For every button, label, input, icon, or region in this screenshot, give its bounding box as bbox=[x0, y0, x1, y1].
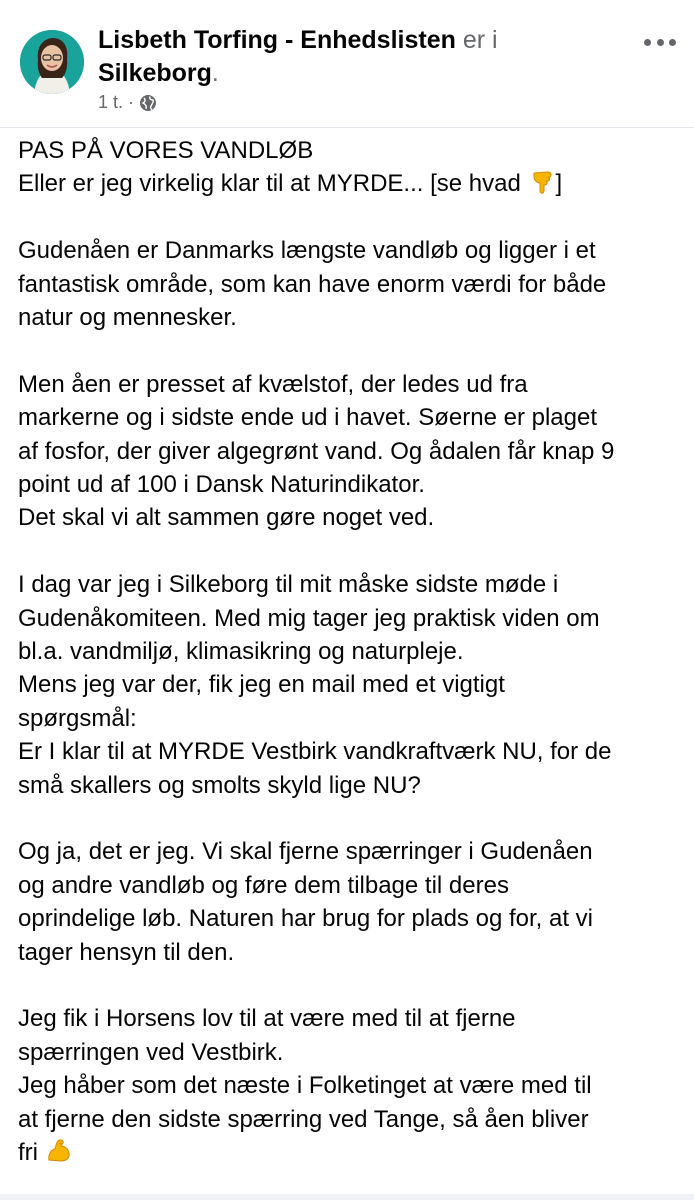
avatar-portrait-icon bbox=[20, 30, 84, 94]
text-line: fantastisk område, som kan have enorm værdi for både bbox=[18, 270, 607, 298]
text-line bbox=[18, 167, 686, 200]
text-line: spærringen ved Vestbirk. bbox=[18, 1038, 284, 1066]
paragraph-6 bbox=[18, 1002, 686, 1169]
text-line: point ud af 100 i Dansk Naturindikator. bbox=[18, 471, 425, 499]
text-fragment: Eller er jeg virkelig klar til at MYRDE... [se hvad bbox=[18, 170, 528, 198]
text-line: Gudenåen er Danmarks længste vandløb og ligger i et bbox=[18, 237, 596, 265]
text-line: tager hensyn til den. bbox=[18, 938, 235, 966]
location-period: . bbox=[211, 59, 219, 87]
text-line: markerne og i sidste ende ud i havet. Søerne er plaget bbox=[18, 404, 597, 432]
location-name[interactable]: Silkeborg bbox=[98, 59, 212, 87]
author-block bbox=[98, 24, 618, 90]
text-line: Men åen er presset af kvælstof, der ledes ud fra bbox=[18, 370, 528, 398]
paragraph-4 bbox=[18, 568, 686, 802]
pointing-down-emoji bbox=[528, 167, 556, 195]
author-line bbox=[98, 24, 618, 90]
text-line: og andre vandløb og føre dem tilbage til deres bbox=[18, 871, 509, 899]
post-time[interactable]: 1 t. bbox=[98, 92, 124, 112]
post-header bbox=[0, 0, 694, 128]
text-line: Og ja, det er jeg. Vi skal fjerne spærringer i Gudenåen bbox=[18, 838, 593, 866]
text-line bbox=[18, 1136, 686, 1169]
paragraph-3 bbox=[18, 368, 686, 535]
text-line: Mens jeg var der, fik jeg en mail med et vigtigt bbox=[18, 671, 505, 699]
paragraph-5 bbox=[18, 835, 686, 969]
location-connector: er i bbox=[462, 26, 498, 54]
text-line: PAS PÅ VORES VANDLØB bbox=[18, 137, 314, 164]
text-line: bl.a. vandmiljø, klimasikring og naturpleje. bbox=[18, 638, 464, 666]
text-line: I dag var jeg i Silkeborg til mit måske sidste møde i bbox=[18, 571, 559, 599]
text-line: af fosfor, der giver algegrønt vand. Og ådalen får knap 9 bbox=[18, 437, 615, 465]
author-name[interactable]: Lisbeth Torfing - Enhedslisten bbox=[98, 26, 456, 54]
avatar[interactable] bbox=[20, 30, 84, 94]
post-text bbox=[18, 134, 686, 1200]
text-fragment: fri bbox=[18, 1139, 45, 1167]
paragraph-2 bbox=[18, 234, 686, 334]
flexed-biceps-emoji bbox=[45, 1136, 73, 1164]
text-line: Jeg fik i Horsens lov til at være med til at fjerne bbox=[18, 1005, 516, 1033]
text-line: Det skal vi alt sammen gøre noget ved. bbox=[18, 504, 435, 532]
text-line: oprindelige løb. Naturen har brug for plads og for, at vi bbox=[18, 905, 593, 933]
text-line: Jeg håber som det næste i Folketinget at være med til bbox=[18, 1072, 592, 1100]
more-horizontal-icon[interactable] bbox=[644, 34, 676, 50]
post-bottom-divider bbox=[0, 1194, 694, 1200]
meta-separator: · bbox=[128, 92, 135, 112]
text-line: spørgsmål: bbox=[18, 704, 137, 732]
text-line: natur og mennesker. bbox=[18, 304, 237, 332]
paragraph-1 bbox=[18, 134, 686, 201]
text-fragment: ] bbox=[555, 170, 563, 198]
text-line: Er I klar til at MYRDE Vestbirk vandkraftværk NU, for de bbox=[18, 738, 612, 766]
text-line: små skallers og smolts skyld lige NU? bbox=[18, 771, 421, 799]
text-line: at fjerne den sidste spærring ved Tange, så åen bliver bbox=[18, 1105, 589, 1133]
post-meta bbox=[98, 92, 157, 113]
text-line: Gudenåkomiteen. Med mig tager jeg praktisk viden om bbox=[18, 604, 600, 632]
globe-icon bbox=[139, 94, 157, 112]
